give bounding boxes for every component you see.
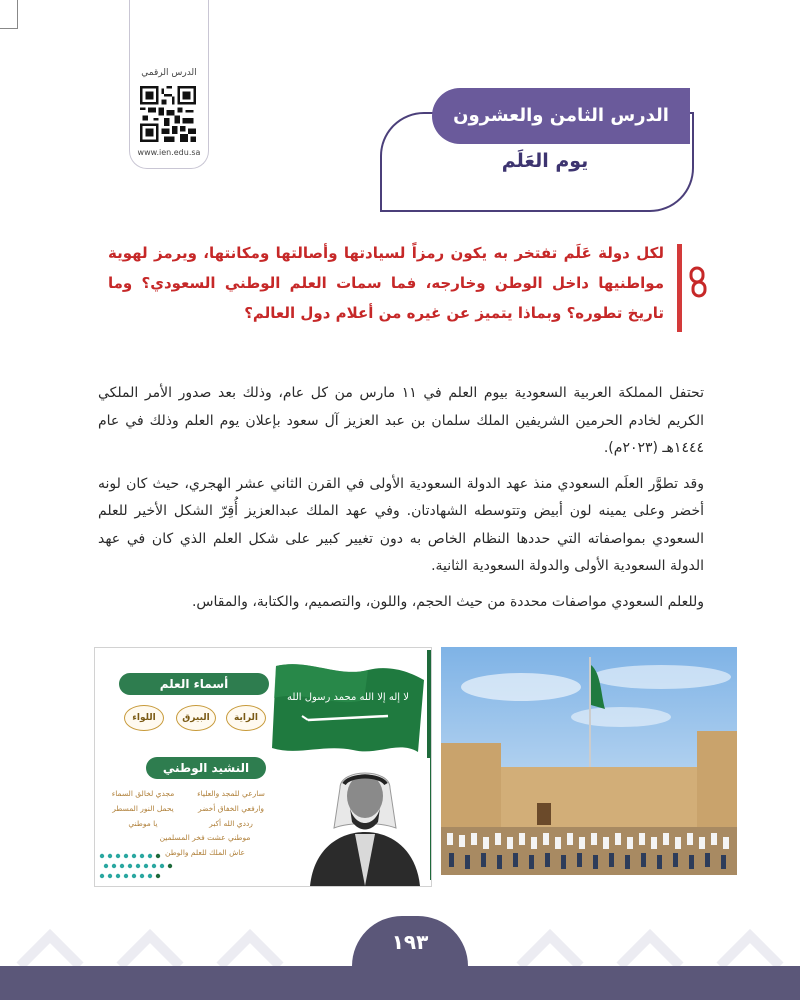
flag-name-oval: البيرق — [176, 705, 216, 731]
qr-code-icon[interactable] — [140, 86, 196, 142]
digital-lesson-label: الدرس الرقمي — [141, 68, 197, 78]
website-url[interactable]: www.ien.edu.sa — [137, 148, 201, 157]
page-number: ١٩٣ — [391, 930, 429, 954]
saudi-flag-image — [268, 660, 428, 760]
digital-lesson-tab[interactable] — [129, 0, 209, 169]
masmak-fort-flag-photo — [441, 647, 737, 875]
anthem-lines-right: سارعي للمجد والعلياء وارفعي الخفاق أخضر رددي الله أكبر — [197, 789, 265, 828]
paragraph: تحتفل المملكة العربية السعودية بيوم العلم في ١١ مارس من كل عام، وذلك بعد صدور الأمر الملكي الكريم لخادم الحرمين الشريفين الملك سلمان بن عبد العزيز آل سعود بإعلان يوم العلم وذلك في عام ١٤٤٤هـ (٢٠٢٣م). — [98, 385, 704, 456]
lesson-body — [98, 380, 704, 624]
lesson-number-title: الدرس الثامن والعشرون — [432, 88, 690, 144]
paragraph: وللعلم السعودي مواصفات محددة من حيث الحجم، واللون، والتصميم، والكتابة، والمقاس. — [191, 593, 704, 610]
flag-names-heading: أسماء العلم — [119, 673, 269, 695]
intro-accent-bar — [677, 244, 682, 332]
anthem-heading: النشيد الوطني — [146, 757, 266, 779]
anthem-lines-left: مجدي لخالق السماء يحمل النور المسطر يا موطني — [111, 789, 175, 828]
paragraph: وقد تطوَّر العلَم السعودي منذ عهد الدولة السعودية الأولى في القرن الثاني عشر الهجري، حيث كان لونه أخضر وعلى يمينه لون أبيض وتتوسطه الشهادتان. وفي عهد الملك عبدالعزيز أُقِرّ الشكل الأخير للعلم السعودي بمواصفاته التي حددها النظام الخاص به دون تغيير كبير على شكل العلم الذي كان في عهد الدولة السعودية الأولى والدولة السعودية الثانية. — [98, 475, 704, 574]
king-abdulaziz-portrait — [300, 758, 430, 886]
crop-mark — [17, 0, 18, 28]
crop-mark — [0, 28, 18, 29]
lesson-title: يوم العَلَم — [501, 150, 589, 172]
svg-text:لا إله إلا الله محمد رسول الله: لا إله إلا الله محمد رسول الله — [287, 692, 409, 703]
flag-name-oval: اللواء — [124, 705, 164, 731]
chain-link-icon — [688, 266, 708, 298]
vision-dots-logo — [96, 846, 186, 886]
flag-name-oval: الراية — [226, 705, 266, 731]
footer-band — [0, 966, 800, 1000]
intro-question: لكل دولة عَلَم تفتخر به يكون رمزاً لسيادتها وأصالتها ومكانتها، ويرمز لهوية مواطنيها داخل الوطن وخارجه، فما سمات العلم الوطني السعودي؟ وما تاريخ تطوره؟ وبماذا يتميز عن غيره من أعلام دول العالم؟ — [108, 244, 664, 322]
anthem-lines-end: موطني عشت فخر المسلمين عاش الملك للعلم والوطن — [159, 833, 251, 857]
